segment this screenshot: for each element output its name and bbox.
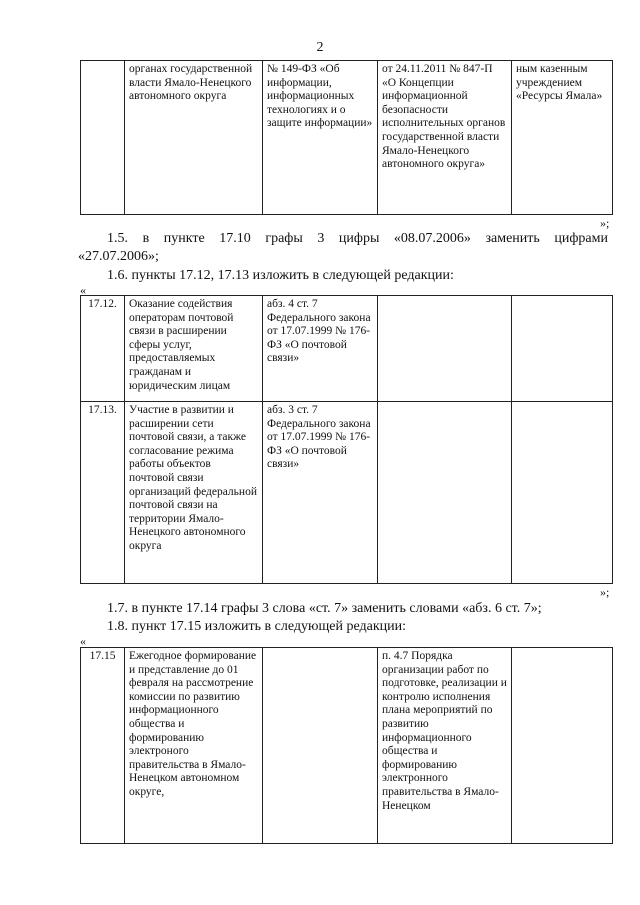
table-cell-federal-law: абз. 3 ст. 7 Федерального закона от 17.07.1999 № 176-ФЗ «О почтовой связи» bbox=[263, 402, 378, 584]
paragraph-1-6: 1.6. пункты 17.12, 17.13 изложить в следующей редакции: bbox=[107, 268, 454, 283]
table-row bbox=[81, 61, 613, 215]
table-row bbox=[81, 402, 613, 584]
closing-quote-mark: »; bbox=[600, 585, 610, 599]
table-cell-federal-law: абз. 4 ст. 7 Федерального закона от 17.07.1999 № 176-ФЗ «О почтовой связи» bbox=[263, 296, 378, 402]
paragraph-1-5-line-2: «27.07.2006»; bbox=[78, 249, 159, 264]
table-cell-measure: органах государственной власти Ямало-Ненецкого автономного округа bbox=[125, 61, 263, 215]
table-row bbox=[81, 296, 613, 402]
table-cell-federal-law: № 149-ФЗ «Об информации, информационных технологиях и о защите информации» bbox=[263, 61, 378, 215]
table-cell-regional-act bbox=[378, 402, 512, 584]
table-continuation bbox=[80, 60, 613, 215]
table-cell-executor bbox=[512, 402, 613, 584]
table-cell-number: 17.12. bbox=[81, 296, 125, 402]
paragraph-1-5-line-1: 1.5. в пункте 17.10 графы 3 цифры «08.07.2006» заменить цифрами bbox=[107, 231, 608, 246]
opening-quote-mark: « bbox=[80, 634, 86, 648]
table-cell-number: 17.13. bbox=[81, 402, 125, 584]
table-cell-executor bbox=[512, 648, 613, 844]
closing-quote-mark: »; bbox=[600, 216, 610, 230]
table-cell-measure: Участие в развитии и расширении сети почтовой связи, а также согласование режима работы объектов почтовой связи организаций федеральной почтовой связи на территории Ямало-Ненецкого автономного округа bbox=[125, 402, 263, 584]
page-number: 2 bbox=[316, 40, 324, 55]
table-item-17-15 bbox=[80, 647, 613, 844]
table-cell-measure: Ежегодное формирование и представление до 01 февраля на рассмотрение комиссии по развитию информационного общества и формированию электроного правительства в Ямало-Ненецком автономном округе, bbox=[125, 648, 263, 844]
table-cell-regional-act: п. 4.7 Порядка организации работ по подготовке, реализации и контролю исполнения плана мероприятий по развитию информационного общества и формированию электронного правительства в Ямало-Ненецком bbox=[378, 648, 512, 844]
table-cell-number bbox=[81, 61, 125, 215]
table-cell-regional-act: от 24.11.2011 № 847-П «О Концепции информационной безопасности исполнительных органов государственной власти Ямало-Ненецкого автономного округа» bbox=[378, 61, 512, 215]
table-cell-number: 17.15 bbox=[81, 648, 125, 844]
table-cell-measure: Оказание содействия операторам почтовой связи в расширении сферы услуг, предоставляемых гражданам и юридическим лицам bbox=[125, 296, 263, 402]
table-items-17-12-17-13 bbox=[80, 295, 613, 584]
paragraph-1-7: 1.7. в пункте 17.14 графы 3 слова «ст. 7» заменить словами «абз. 6 ст. 7»; bbox=[107, 601, 542, 616]
table-cell-executor bbox=[512, 296, 613, 402]
table-cell-federal-law bbox=[263, 648, 378, 844]
table-row bbox=[81, 648, 613, 844]
table-cell-regional-act bbox=[378, 296, 512, 402]
paragraph-1-8: 1.8. пункт 17.15 изложить в следующей редакции: bbox=[107, 619, 406, 634]
opening-quote-mark: « bbox=[80, 283, 86, 297]
table-cell-executor: ным казенным учреждением «Ресурсы Ямала» bbox=[512, 61, 613, 215]
